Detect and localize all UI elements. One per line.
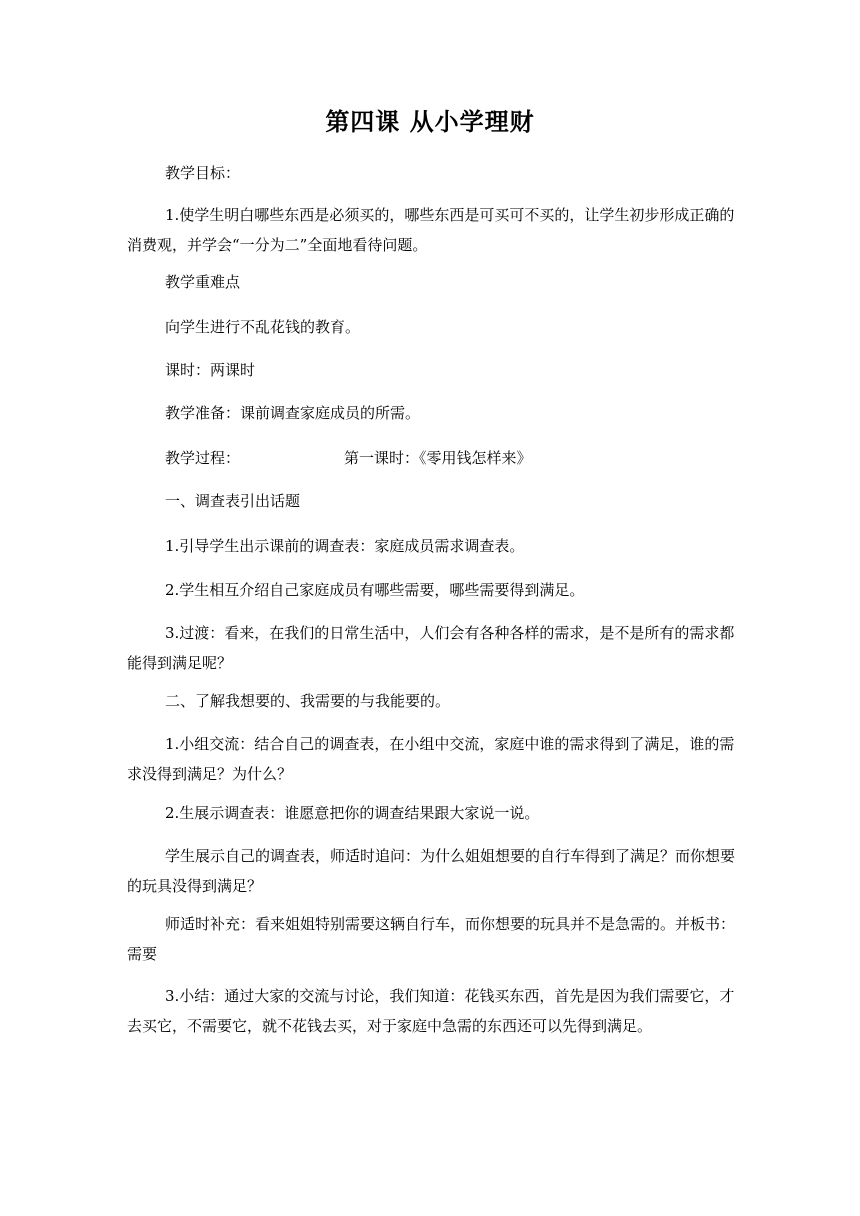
paragraph-key-points-heading: 教学重难点 xyxy=(165,273,241,291)
paragraph-preparation: 教学准备：课前调查家庭成员的所需。 xyxy=(165,404,421,422)
document-title: 第四课 从小学理财 xyxy=(325,108,535,136)
paragraph-step-2-2: 2.生展示调查表：谁愿意把你的调查结果跟大家说一说。 xyxy=(165,804,540,822)
paragraph-process xyxy=(127,443,735,473)
paragraph-teacher-supplement: 师适时补充：看来姐姐特别需要这辆自行车，而你想要的玩具并不是急需的。并板书：需要 xyxy=(127,915,736,963)
paragraph-key-points: 向学生进行不乱花钱的教育。 xyxy=(165,318,361,336)
paragraph-step-1-2: 2.学生相互介绍自己家庭成员有哪些需要，哪些需要得到满足。 xyxy=(165,581,585,599)
process-session: 第一课时：《零用钱怎样来》 xyxy=(344,449,532,467)
paragraph-step-1-3: 3.过渡：看来，在我们的日常生活中，人们会有各种各样的需求，是不是所有的需求都能得到满足呢？ xyxy=(127,624,735,672)
section-heading-1: 一、调查表引出话题 xyxy=(165,492,301,510)
paragraph-step-2-1: 1.小组交流：结合自己的调查表，在小组中交流，家庭中谁的需求得到了满足，谁的需求没得到满足？为什么？ xyxy=(127,735,735,783)
paragraph-step-1-1: 1.引导学生出示课前的调查表：家庭成员需求调查表。 xyxy=(165,537,525,555)
paragraph-objective-1: 1.使学生明白哪些东西是必须买的，哪些东西是可买可不买的，让学生初步形成正确的消费观，并学会“一分为二”全面地看待问题。 xyxy=(127,206,735,254)
paragraph-summary: 3.小结：通过大家的交流与讨论，我们知道：花钱买东西，首先是因为我们需要它，才去买它，不需要它，就不花钱去买，对于家庭中急需的东西还可以先得到满足。 xyxy=(127,987,735,1035)
paragraph-objectives-heading: 教学目标： xyxy=(165,164,241,182)
paragraph-student-show: 学生展示自己的调查表，师适时追问：为什么姐姐想要的自行车得到了满足？而你想要的玩具没得到满足？ xyxy=(127,847,736,895)
paragraph-class-hours: 课时：两课时 xyxy=(165,361,256,379)
section-heading-2: 二、了解我想要的、我需要的与我能要的。 xyxy=(165,692,451,710)
process-label: 教学过程： xyxy=(165,449,241,467)
